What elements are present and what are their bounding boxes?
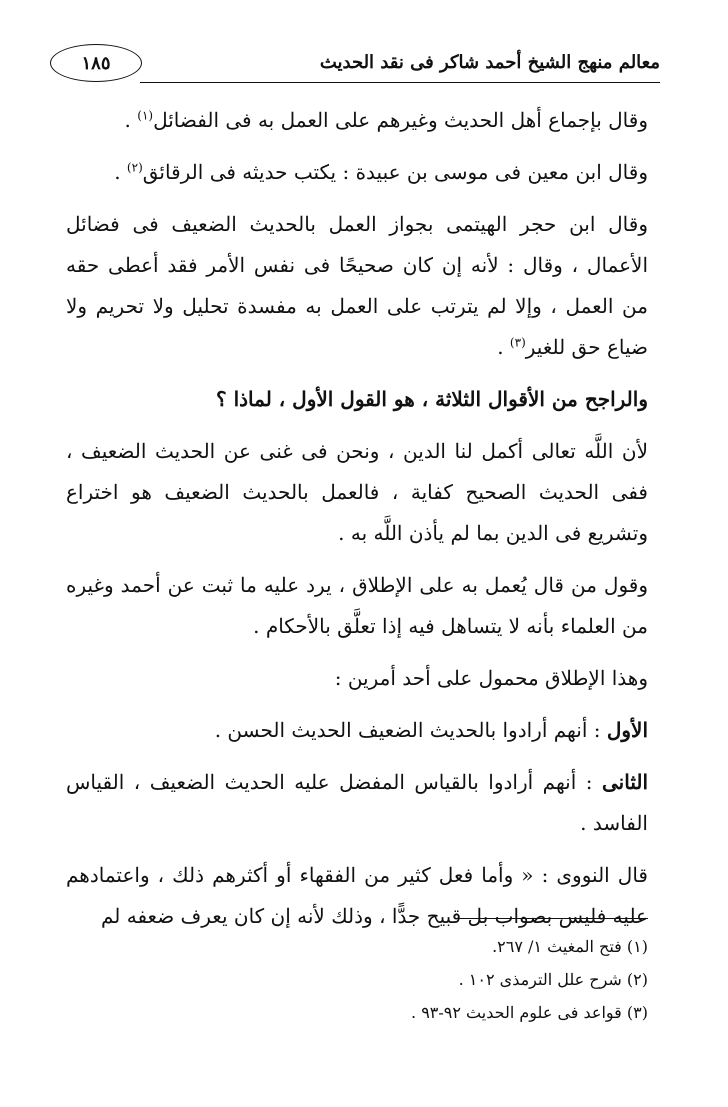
page-number: ١٨٥ (50, 44, 142, 82)
paragraph-9: قال النووى : « وأما فعل كثير من الفقهاء أو أكثرهم ذلك ، واعتمادهم عليه فليس بصواب بل قبيح جدًّا ، وذلك لأنه إن كان يعرف ضعفه لم (66, 863, 648, 928)
paragraph-7 (66, 710, 648, 751)
running-title: معالم منهج الشيخ أحمد شاكر فى نقد الحديث (319, 52, 660, 73)
paragraph-3-end: . (497, 335, 504, 359)
footnote-ref-2: (٢) (126, 160, 143, 175)
paragraph-6: وهذا الإطلاق محمول على أحد أمرين : (334, 666, 648, 690)
paragraph-2-end: . (114, 160, 121, 184)
paragraph-8-label: الثانى (601, 770, 648, 794)
footnote-separator (455, 918, 648, 919)
footnote-1: (١) فتح المغيث ١/ ٢٦٧. (492, 937, 648, 956)
paragraph-1-end: . (124, 108, 131, 132)
paragraph-3-text: وقال ابن حجر الهيتمى بجواز العمل بالحديث الضعيف فى فضائل الأعمال ، وقال : لأنه إن كان صحيحًا فى نفس الأمر فقد أعطى حقه من العمل ، وإلا لم يترتب على العمل به مفسدة تحليل ولا تحريم ولا ضياع حق للغير (66, 212, 648, 359)
footnote-ref-1: (١) (137, 108, 154, 123)
paragraph-1 (66, 100, 648, 141)
footnote-3: (٣) قواعد فى علوم الحديث ٩٢-٩٣ . (411, 1003, 648, 1022)
header-rule (140, 82, 660, 83)
footnotes (66, 930, 648, 1029)
section-heading: والراجح من الأقوال الثلاثة ، هو القول الأول ، لماذا ؟ (216, 387, 648, 411)
main-text (66, 100, 648, 948)
paragraph-7-label: الأول (606, 718, 648, 742)
footnote-2: (٢) شرح علل الترمذى ١٠٢ . (458, 970, 648, 989)
footnote-ref-3: (٣) (509, 335, 526, 350)
paragraph-4: لأن اللَّه تعالى أكمل لنا الدين ، ونحن فى غنى عن الحديث الضعيف ، ففى الحديث الصحيح كفاية ، فالعمل بالحديث الضعيف هو اختراع وتشريع فى الدين بما لم يأذن اللَّه به . (66, 439, 648, 545)
paragraph-7-text: : أنهم أرادوا بالحديث الضعيف الحديث الحسن . (214, 718, 601, 742)
paragraph-3 (66, 204, 648, 368)
paragraph-2 (66, 152, 648, 193)
paragraph-2-text: وقال ابن معين فى موسى بن عبيدة : يكتب حديثه فى الرقائق (142, 160, 648, 184)
paragraph-1-text: وقال بإجماع أهل الحديث وغيرهم على العمل به فى الفضائل (153, 108, 648, 132)
paragraph-8 (66, 762, 648, 844)
page-header (50, 40, 660, 90)
paragraph-5: وقول من قال يُعمل به على الإطلاق ، يرد عليه ما ثبت عن أحمد وغيره من العلماء بأنه لا يتساهل فيه إذا تعلَّق بالأحكام . (66, 573, 648, 638)
paragraph-8-text: : أنهم أرادوا بالقياس المفضل عليه الحديث الضعيف ، القياس الفاسد . (66, 770, 648, 835)
